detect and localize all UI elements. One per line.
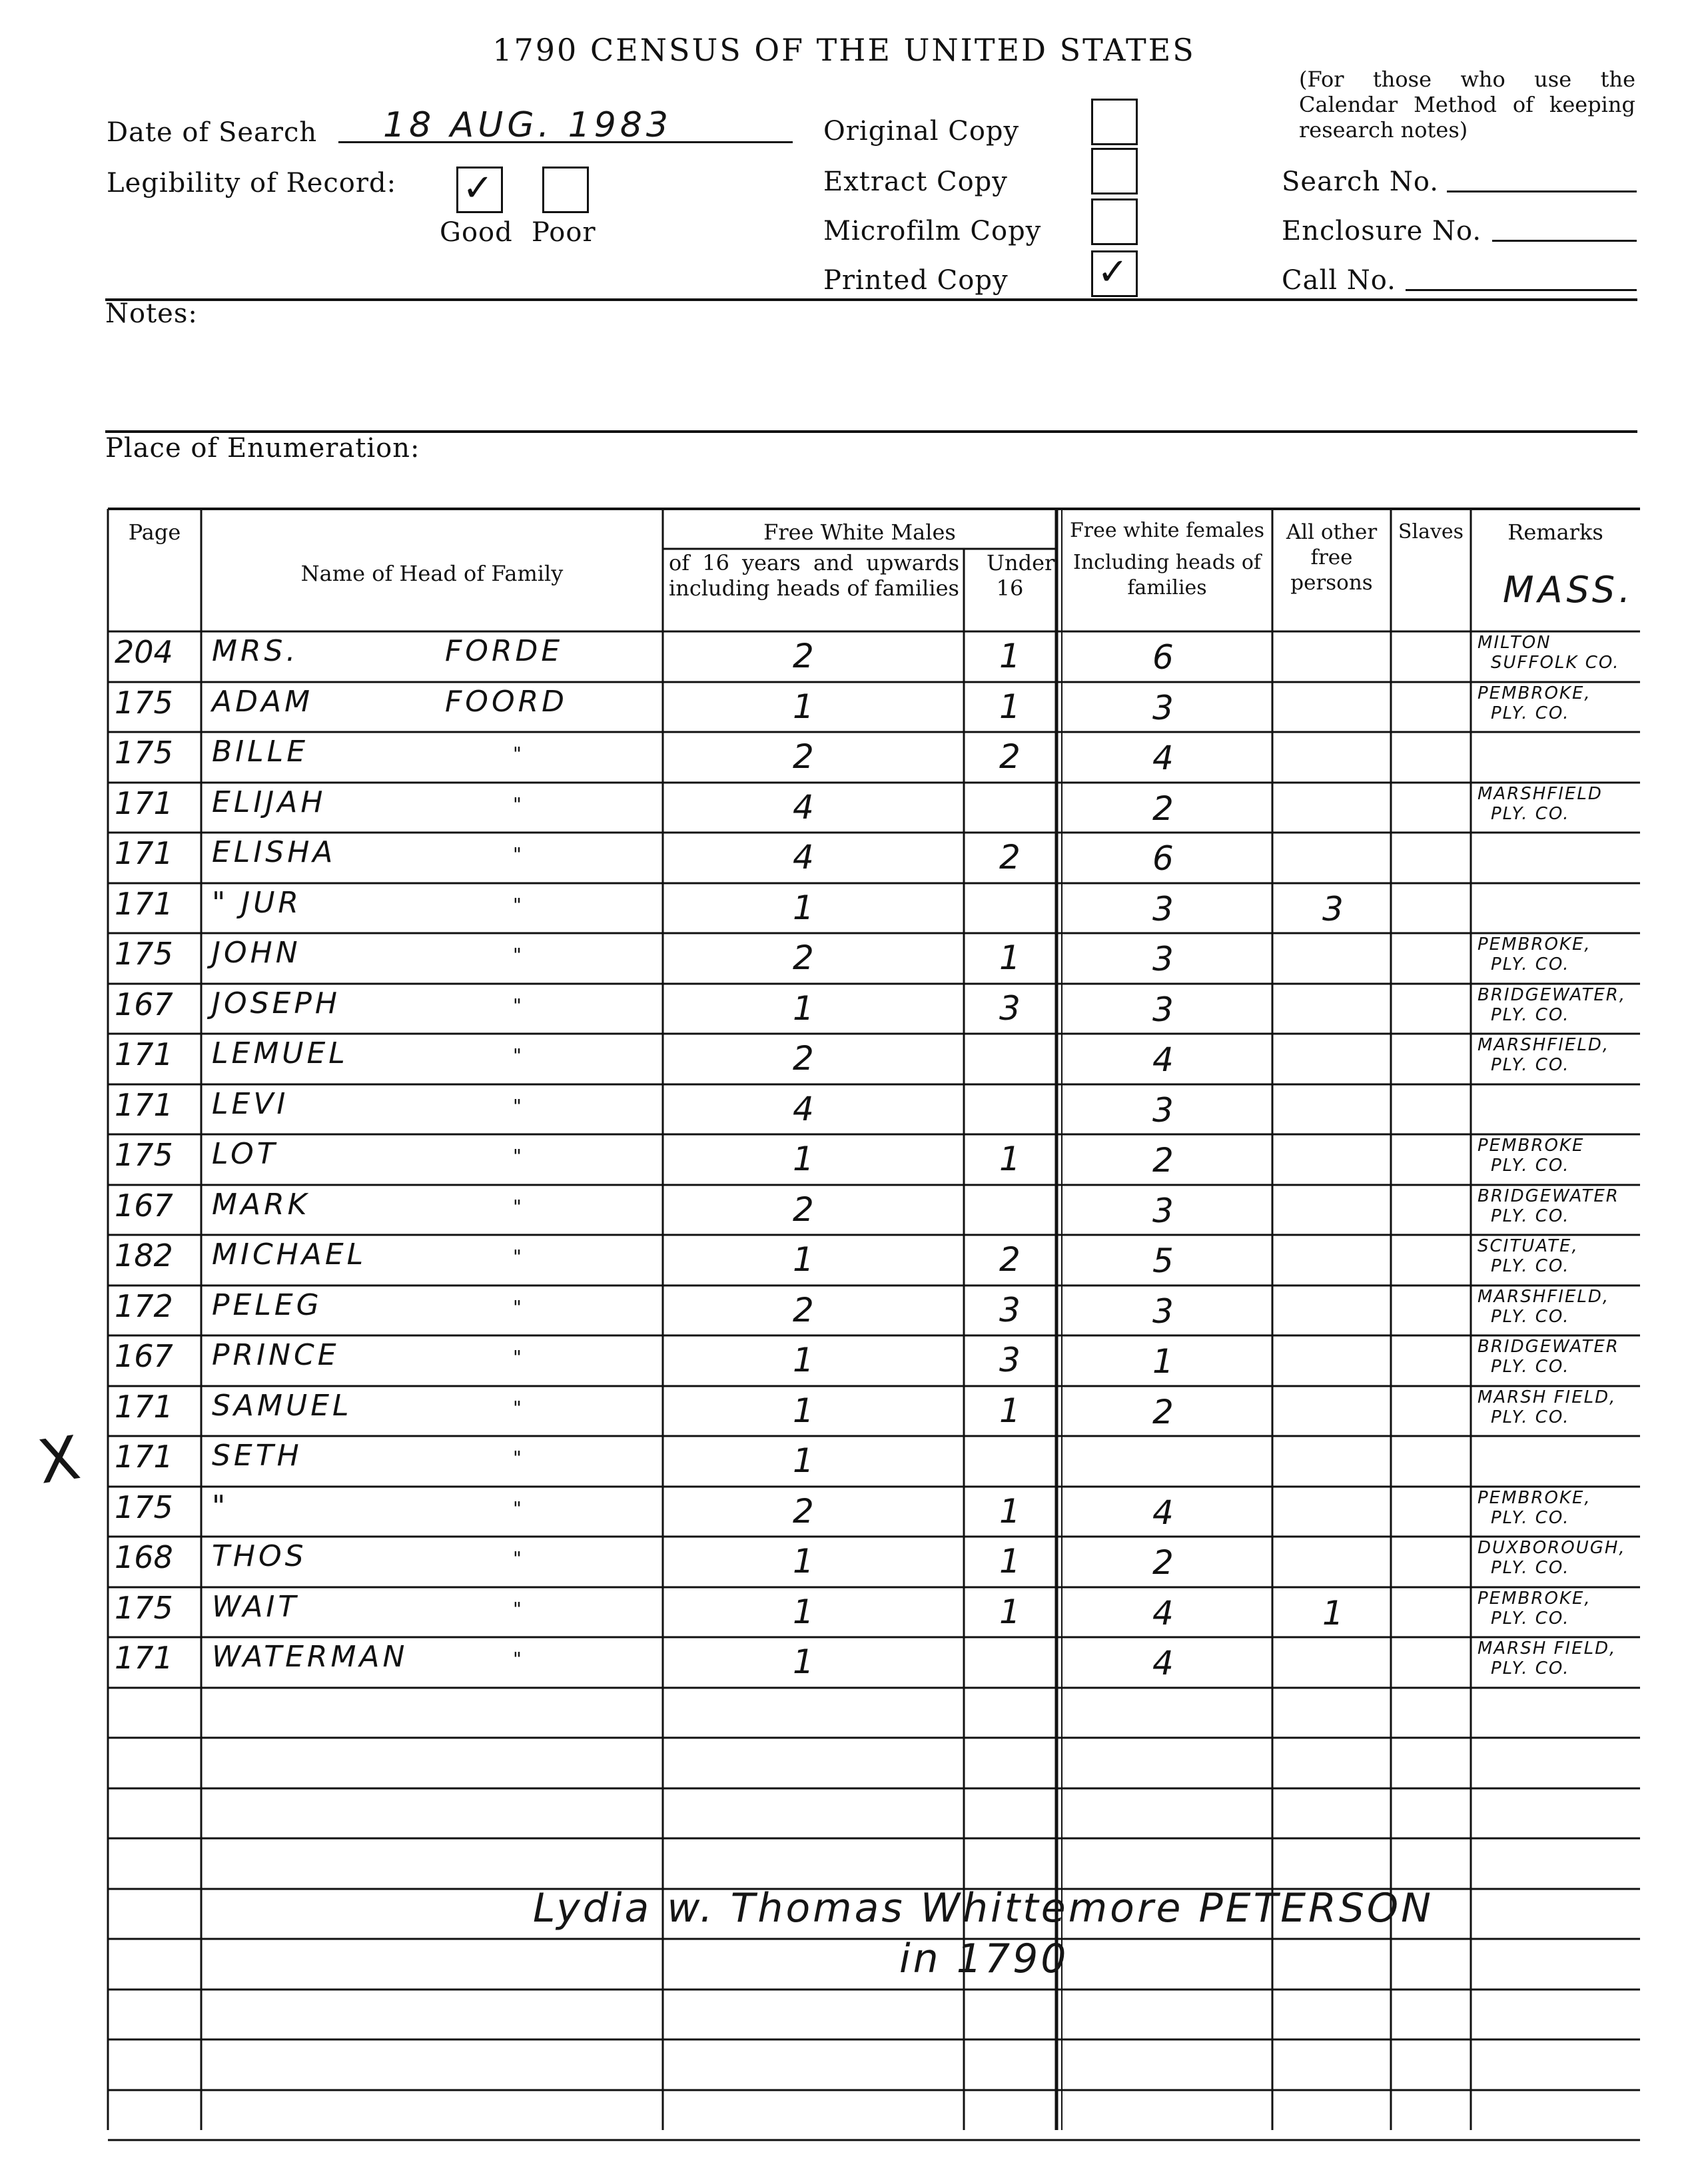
remarks-line-1: DUXBOROUGH,	[1477, 1538, 1626, 1558]
given-name-cell: THOS	[212, 1539, 307, 1573]
females-cell: 4	[1152, 1644, 1174, 1682]
remarks-line-1: MILTON	[1477, 633, 1551, 653]
given-name-cell: MICHAEL	[212, 1238, 367, 1272]
males-under-16-cell: 2	[999, 1240, 1021, 1279]
printed-copy-label: Printed Copy	[823, 265, 1009, 296]
females-cell: 2	[1152, 789, 1174, 828]
males-16-up-cell: 2	[793, 1039, 814, 1078]
given-name-cell: SAMUEL	[212, 1389, 352, 1423]
females-cell: 4	[1152, 1594, 1174, 1633]
surname-cell: FOORD	[445, 685, 568, 719]
table-row	[0, 1386, 1688, 1437]
males-16-up-cell: 1	[793, 889, 814, 927]
males-under-16-cell: 1	[999, 938, 1021, 977]
table-row	[0, 1537, 1688, 1587]
males-16-up-cell: 2	[793, 637, 814, 675]
given-name-cell: SETH	[212, 1439, 302, 1473]
males-under-16-cell: 1	[999, 687, 1021, 726]
males-16-up-header: of 16 years and upwards including heads of families	[669, 550, 959, 601]
females-cell: 2	[1152, 1393, 1174, 1431]
given-name-cell: MRS.	[212, 634, 299, 668]
males-16-up-cell: 2	[793, 737, 814, 776]
ditto-mark: "	[513, 1598, 522, 1620]
females-cell: 3	[1152, 689, 1174, 727]
given-name-cell: LEMUEL	[212, 1036, 348, 1070]
page-cell: 175	[115, 936, 173, 972]
females-cell: 1	[1152, 1342, 1174, 1381]
call-no-label: Call No.	[1282, 265, 1396, 296]
remarks-line-1: BRIDGEWATER,	[1477, 985, 1627, 1005]
remarks-header: Remarks	[1507, 520, 1603, 545]
form-title: 1790 CENSUS OF THE UNITED STATES	[492, 32, 1196, 68]
given-name-cell: PELEG	[212, 1288, 322, 1322]
remarks-line-1: PEMBROKE,	[1477, 934, 1591, 954]
remarks-line-1: MARSH FIELD,	[1477, 1638, 1617, 1658]
remarks-line-2: PLY. CO.	[1491, 1055, 1570, 1075]
page-cell: 171	[115, 1389, 173, 1425]
table-row	[0, 1587, 1688, 1638]
males-16-up-cell: 1	[793, 1240, 814, 1279]
females-cell: 4	[1152, 1040, 1174, 1079]
males-16-up-cell: 1	[793, 687, 814, 726]
page-cell: 175	[115, 1590, 173, 1626]
page-cell: 175	[115, 1489, 173, 1525]
males-16-up-cell: 1	[793, 1593, 814, 1631]
males-16-up-cell: 2	[793, 1190, 814, 1229]
ditto-mark: "	[513, 743, 522, 765]
table-row	[0, 1436, 1688, 1487]
given-name-cell: LOT	[212, 1137, 278, 1171]
females-cell: 6	[1152, 839, 1174, 878]
table-row	[0, 1487, 1688, 1537]
females-cell: 2	[1152, 1543, 1174, 1582]
remarks-line-1: PEMBROKE	[1477, 1136, 1585, 1156]
page-cell: 182	[115, 1238, 173, 1274]
males-16-up-cell: 2	[793, 938, 814, 977]
signature-line-2: in 1790	[899, 1936, 1069, 1982]
page-cell: 171	[115, 1087, 173, 1123]
date-of-search-value[interactable]: 18 AUG. 1983	[383, 105, 673, 145]
males-16-up-cell: 1	[793, 1341, 814, 1379]
remarks-line-1: MARSHFIELD,	[1477, 1287, 1610, 1307]
extract-copy-label: Extract Copy	[823, 167, 1008, 197]
slaves-header: Slaves	[1398, 520, 1464, 544]
remarks-line-1: MARSHFIELD	[1477, 784, 1603, 804]
given-name-cell: " JUR	[212, 886, 302, 920]
table-row	[0, 883, 1688, 934]
surname-cell: FORDE	[445, 634, 564, 668]
females-cell: 3	[1152, 940, 1174, 978]
females-cell: 6	[1152, 638, 1174, 677]
ditto-mark: "	[513, 1246, 522, 1268]
ditto-mark: "	[513, 1397, 522, 1419]
margin-x-mark: X	[33, 1423, 85, 1498]
ditto-mark: "	[513, 1447, 522, 1469]
males-under-16-cell: 1	[999, 1593, 1021, 1631]
males-16-up-cell: 1	[793, 1140, 814, 1178]
table-row	[0, 1637, 1688, 1688]
table-row	[0, 1285, 1688, 1336]
page-cell: 167	[115, 986, 173, 1022]
table-row	[0, 682, 1688, 733]
remarks-line-2: PLY. CO.	[1491, 1156, 1570, 1176]
given-name-cell: LEVI	[212, 1087, 289, 1121]
notes-label: Notes:	[105, 298, 198, 329]
table-row	[0, 1134, 1688, 1185]
calendar-method-note: (For those who use the Calendar Method of keeping research notes)	[1299, 67, 1635, 143]
females-subheader: Including heads of families	[1072, 551, 1261, 599]
females-cell: 2	[1152, 1141, 1174, 1180]
males-16-up-cell: 1	[793, 1391, 814, 1430]
remarks-line-2: PLY. CO.	[1491, 954, 1570, 974]
remarks-line-1: BRIDGEWATER	[1477, 1337, 1619, 1357]
given-name-cell: JOHN	[212, 936, 301, 970]
name-column-header: Name of Head of Family	[300, 561, 564, 586]
remarks-line-2: PLY. CO.	[1491, 1256, 1570, 1276]
given-name-cell: JOSEPH	[212, 986, 340, 1020]
page-cell: 175	[115, 1137, 173, 1173]
males-under-16-cell: 3	[999, 989, 1021, 1028]
table-row	[0, 1084, 1688, 1135]
table-row	[0, 1335, 1688, 1386]
given-name-cell: ADAM	[212, 685, 314, 719]
females-cell: 3	[1152, 1292, 1174, 1331]
given-name-cell: WAIT	[212, 1590, 300, 1624]
remarks-line-2: PLY. CO.	[1491, 1609, 1570, 1629]
given-name-cell: "	[212, 1489, 229, 1523]
females-cell: 3	[1152, 1091, 1174, 1130]
page-cell: 171	[115, 785, 173, 821]
table-row	[0, 984, 1688, 1034]
remarks-line-2: PLY. CO.	[1491, 1508, 1570, 1528]
males-16-up-cell: 4	[793, 1090, 814, 1128]
page-cell: 204	[115, 634, 173, 670]
given-name-cell: PRINCE	[212, 1338, 340, 1372]
males-16-up-cell: 1	[793, 989, 814, 1028]
remarks-line-1: PEMBROKE,	[1477, 1488, 1591, 1508]
remarks-line-1: MARSH FIELD,	[1477, 1387, 1617, 1407]
ditto-mark: "	[513, 1547, 522, 1569]
given-name-cell: WATERMAN	[212, 1640, 408, 1674]
page-cell: 171	[115, 835, 173, 871]
legibility-good-label: Good	[440, 217, 513, 248]
remarks-line-2: PLY. CO.	[1491, 1558, 1570, 1578]
table-row	[0, 933, 1688, 984]
page-cell: 175	[115, 735, 173, 771]
males-16-up-cell: 4	[793, 788, 814, 827]
ditto-mark: "	[513, 1145, 522, 1167]
males-16-up-cell: 2	[793, 1291, 814, 1329]
given-name-cell: MARK	[212, 1188, 310, 1222]
males-16-up-cell: 1	[793, 1542, 814, 1581]
females-cell: 4	[1152, 739, 1174, 777]
females-cell: 3	[1152, 890, 1174, 928]
females-cell: 3	[1152, 1192, 1174, 1230]
table-row	[0, 732, 1688, 783]
legibility-poor-label: Poor	[532, 217, 596, 248]
ditto-mark: "	[513, 894, 522, 916]
males-under-16-cell: 1	[999, 1391, 1021, 1430]
legibility-label: Legibility of Record:	[107, 168, 397, 198]
remarks-line-2: PLY. CO.	[1491, 1206, 1570, 1226]
males-under-16-cell: 3	[999, 1341, 1021, 1379]
males-16-up-cell: 1	[793, 1642, 814, 1681]
remarks-line-2: PLY. CO.	[1491, 703, 1570, 723]
free-white-males-header: Free White Males	[763, 520, 956, 545]
remarks-state-note: MASS.	[1503, 569, 1635, 611]
ditto-mark: "	[513, 1497, 522, 1519]
females-cell: 4	[1152, 1493, 1174, 1532]
page-cell: 171	[115, 886, 173, 922]
males-under-16-cell: 1	[999, 637, 1021, 675]
ditto-mark: "	[513, 843, 522, 865]
page-cell: 167	[115, 1188, 173, 1224]
other-free-cell: 3	[1322, 890, 1344, 928]
ditto-mark: "	[513, 1196, 522, 1218]
males-16-up-cell: 4	[793, 838, 814, 877]
females-header: Free white females	[1069, 519, 1265, 542]
ditto-mark: "	[513, 1346, 522, 1368]
search-no-label: Search No.	[1282, 167, 1440, 197]
remarks-line-2: PLY. CO.	[1491, 1005, 1570, 1025]
remarks-line-2: PLY. CO.	[1491, 1357, 1570, 1377]
remarks-line-1: SCITUATE,	[1477, 1236, 1579, 1256]
table-row	[0, 1034, 1688, 1084]
table-row	[0, 833, 1688, 883]
males-under-16-cell: 2	[999, 838, 1021, 877]
enclosure-no-label: Enclosure No.	[1282, 216, 1482, 246]
remarks-line-1: BRIDGEWATER	[1477, 1186, 1619, 1206]
table-row	[0, 1185, 1688, 1236]
page-cell: 171	[115, 1036, 173, 1072]
males-under-16-cell: 1	[999, 1542, 1021, 1581]
males-under-16-cell: 1	[999, 1492, 1021, 1531]
microfilm-copy-label: Microfilm Copy	[823, 216, 1042, 246]
remarks-line-2: SUFFOLK CO.	[1491, 653, 1620, 673]
remarks-line-2: PLY. CO.	[1491, 1307, 1570, 1327]
given-name-cell: BILLE	[212, 735, 308, 769]
page-cell: 167	[115, 1338, 173, 1374]
page-cell: 175	[115, 685, 173, 721]
table-row	[0, 1235, 1688, 1285]
signature-line-1: Lydia w. Thomas Whittemore PETERSON	[533, 1885, 1434, 1932]
ditto-mark: "	[513, 944, 522, 966]
remarks-line-2: PLY. CO.	[1491, 804, 1570, 824]
check-mark-icon: ✓	[462, 167, 494, 210]
page-cell: 171	[115, 1640, 173, 1676]
males-16-up-cell: 1	[793, 1441, 814, 1480]
remarks-line-2: PLY. CO.	[1491, 1407, 1570, 1427]
other-free-cell: 1	[1322, 1594, 1344, 1633]
remarks-line-1: PEMBROKE,	[1477, 1589, 1591, 1609]
page-cell: 171	[115, 1439, 173, 1475]
males-under-16-cell: 2	[999, 737, 1021, 776]
males-16-up-cell: 2	[793, 1492, 814, 1531]
remarks-line-1: MARSHFIELD,	[1477, 1035, 1610, 1055]
given-name-cell: ELISHA	[212, 835, 336, 869]
females-cell: 5	[1152, 1242, 1174, 1280]
original-copy-label: Original Copy	[823, 116, 1020, 147]
page-cell: 168	[115, 1539, 173, 1575]
males-under-16-cell: 3	[999, 1291, 1021, 1329]
ditto-mark: "	[513, 1044, 522, 1066]
remarks-line-1: PEMBROKE,	[1477, 683, 1591, 703]
page-column-header: Page	[128, 520, 181, 545]
date-of-search-label: Date of Search	[107, 117, 318, 148]
females-cell: 3	[1152, 990, 1174, 1029]
remarks-line-2: PLY. CO.	[1491, 1658, 1570, 1678]
males-under-16-header: Under 16	[987, 550, 1055, 601]
other-free-persons-header: All other free persons	[1286, 520, 1378, 595]
ditto-mark: "	[513, 1296, 522, 1318]
check-mark-icon: ✓	[1097, 250, 1128, 294]
ditto-mark: "	[513, 793, 522, 815]
table-row	[0, 783, 1688, 833]
page-cell: 172	[115, 1288, 173, 1324]
ditto-mark: "	[513, 1095, 522, 1117]
ditto-mark: "	[513, 1648, 522, 1670]
place-of-enumeration-label: Place of Enumeration:	[105, 433, 420, 464]
given-name-cell: ELIJAH	[212, 785, 326, 819]
ditto-mark: "	[513, 994, 522, 1016]
males-under-16-cell: 1	[999, 1140, 1021, 1178]
table-row	[0, 631, 1688, 682]
